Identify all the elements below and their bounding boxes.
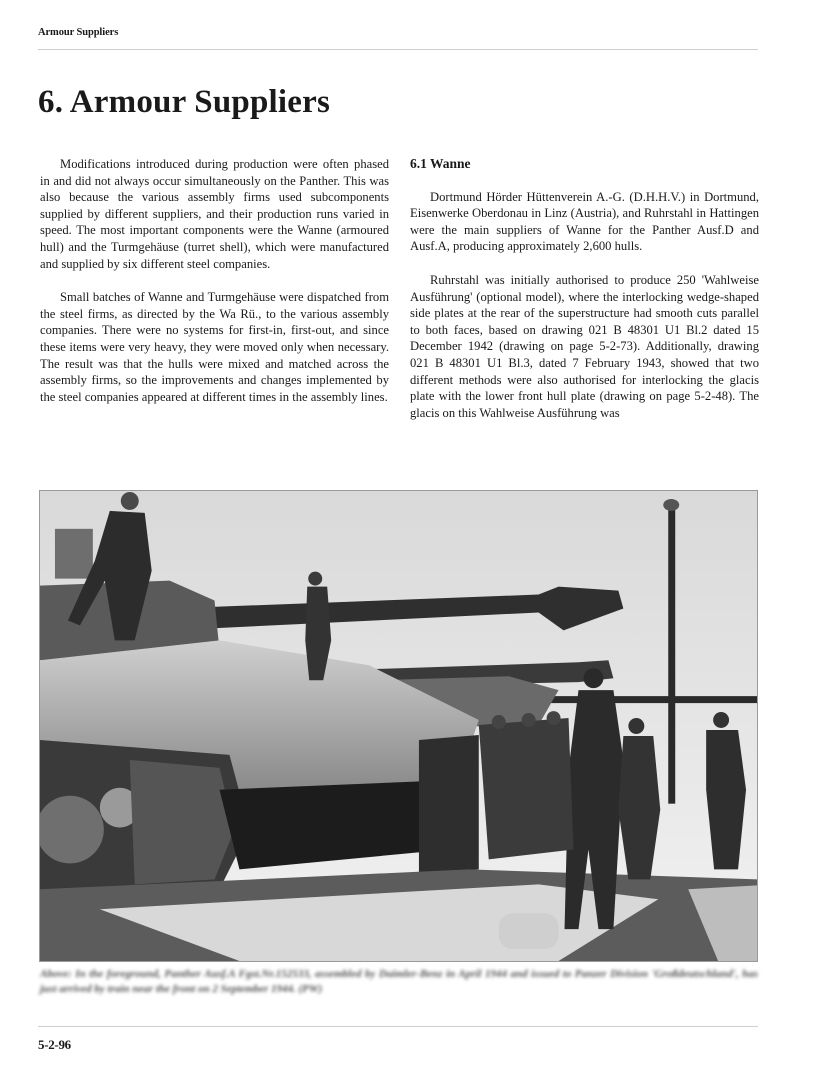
body-paragraph: Dortmund Hörder Hüttenverein A.-G. (D.H.H.V.) in Dortmund, Eisenwerke Oberdonau in Linz (Austria), and Ruhrstahl in Hattingen were the main suppliers of Wanne for the Panther Ausf.D and Ausf.A, producing approximately 2,600 hulls. [410,189,759,254]
right-column [410,156,759,505]
body-paragraph: Ruhrstahl was initially authorised to produce 250 'Wahlweise Ausführung' (optional model), where the interlocking wedge-shaped side plates at the rear of the superstructure had smooth cuts parallel to both faces, based on drawing 021 B 48301 U1 Bl.2 dated 15 December 1942 (drawing on page 5-2-73). Additionally, drawing 021 B 48301 U1 Bl.3, dated 7 February 1943, showed that two different methods were also authorised for interlocking the glacis plate with the lower front hull plate (drawing on page 5-2-48). The glacis on this Wahlweise Ausführung was [410,272,759,420]
photo-caption: Above: In the foreground, Panther Ausf.A Fgst.Nr.152533, assembled by Daimler-Benz in April 1944 and issued to Panzer Division 'Großdeutschland', has just arrived by train near the front on 2 September 1944. (PW) [40,968,758,995]
photo-figure [39,490,758,962]
page-title: 6. Armour Suppliers [38,84,330,120]
body-paragraph: Small batches of Wanne and Turmgehäuse were dispatched from the steel firms, as directed by the Wa Rü., to the various assembly companies. There were no systems for first-in, first-out, and since these items were very heavy, they were moved only when necessary. The result was that the hulls were mixed and matched across the assembly firms, so the improvements and changes implemented by the steel companies appeared at different times in the assembly lines. [40,290,389,404]
footer-rule [38,1026,758,1027]
header-rule [38,49,758,50]
right-column-body [410,189,759,505]
body-paragraph: Modifications introduced during production were often phased in and did not always occur simultaneously on the Panther. This was also because the various assembly firms used subcomponents supplied by different suppliers, and their production runs varied in speed. The most important components were the Wanne (armoured hull) and the Turmgehäuse (turret shell), which were manufactured and supplied by six different steel companies. [40,157,389,271]
running-head: Armour Suppliers [38,27,119,38]
page-number: 5-2-96 [38,1037,71,1052]
left-column [40,156,389,422]
section-heading: 6.1 Wanne [410,156,471,171]
tank-photo-image [40,491,757,961]
